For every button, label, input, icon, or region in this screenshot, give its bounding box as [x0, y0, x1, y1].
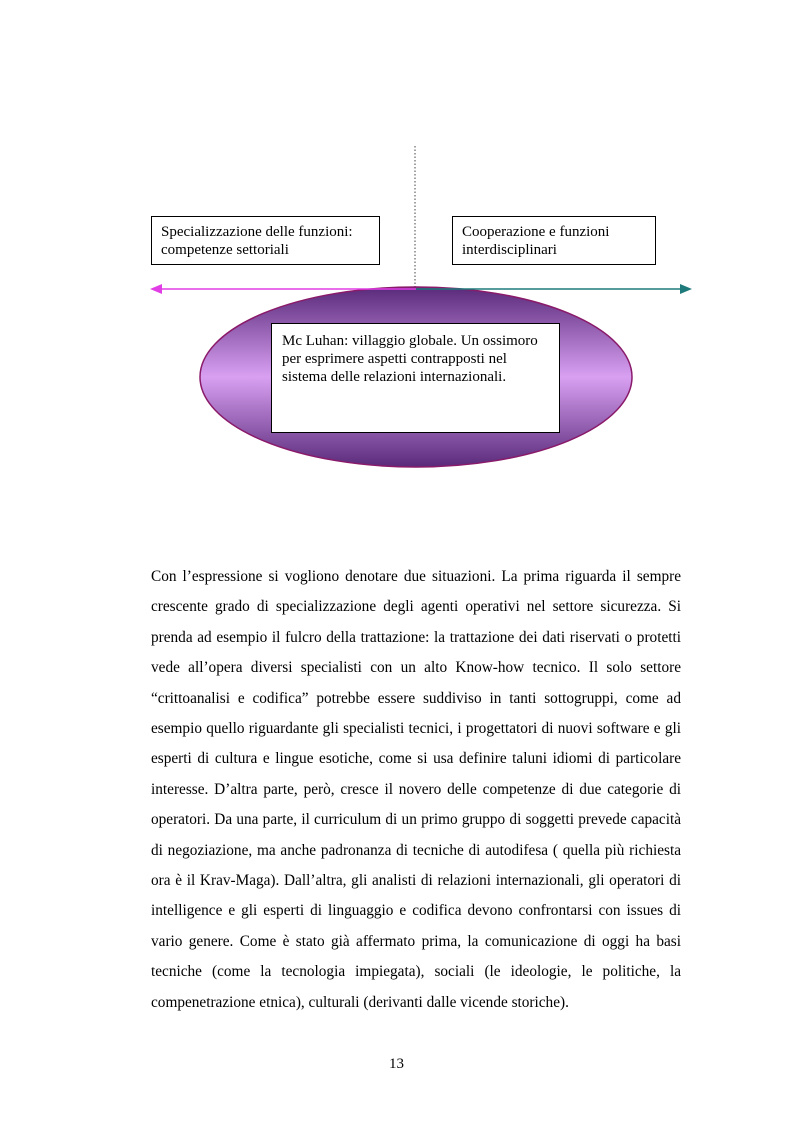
diagram — [0, 0, 793, 480]
cooperation-box: Cooperazione e funzioni interdisciplinari — [452, 216, 656, 265]
right-arrow-head — [680, 284, 692, 294]
specialization-box: Specializzazione delle funzioni: competenze settoriali — [151, 216, 380, 265]
page-number: 13 — [389, 1056, 404, 1072]
global-village-box: Mc Luhan: villaggio globale. Un ossimoro per esprimere aspetti contrapposti nel sistema delle relazioni internazionali. — [271, 323, 560, 433]
body-paragraph: Con l’espressione si vogliono denotare due situazioni. La prima riguarda il sempre crescente grado di specializzazione degli agenti operativi nel settore sicurezza. Si prenda ad esempio il fulcro della trattazione: la trattazione dei dati riservati o protetti vede all’opera diversi specialisti con un alto Know-how tecnico. Il solo settore “crittoanalisi e codifica” potrebbe essere suddiviso in tanti sottogruppi, come ad esempio quello riguardante gli specialisti tecnici, i progettatori di nuovi software e gli esperti di cultura e lingue esotiche, come si usa definire taluni idiomi di particolare interesse. D’altra parte, però, cresce il novero delle competenze di due categorie di operatori. Da una parte, il curriculum di un primo gruppo di soggetti prevede capacità di negoziazione, ma anche padronanza di tecniche di autodifesa ( quella più richiesta ora è il Krav-Maga). Dall’altra, gli analisti di relazioni internazionali, gli operatori di intelligence e gli esperti di linguaggio e codifica devono confrontarsi con issues di vario genere. Come è stato già affermato prima, la comunicazione di oggi ha basi tecniche (come la tecnologia impiegata), sociali (le ideologie, le politiche, la compenetrazione etnica), culturali (derivanti dalle vicende storiche). — [151, 568, 681, 1011]
left-arrow-head — [150, 284, 162, 294]
